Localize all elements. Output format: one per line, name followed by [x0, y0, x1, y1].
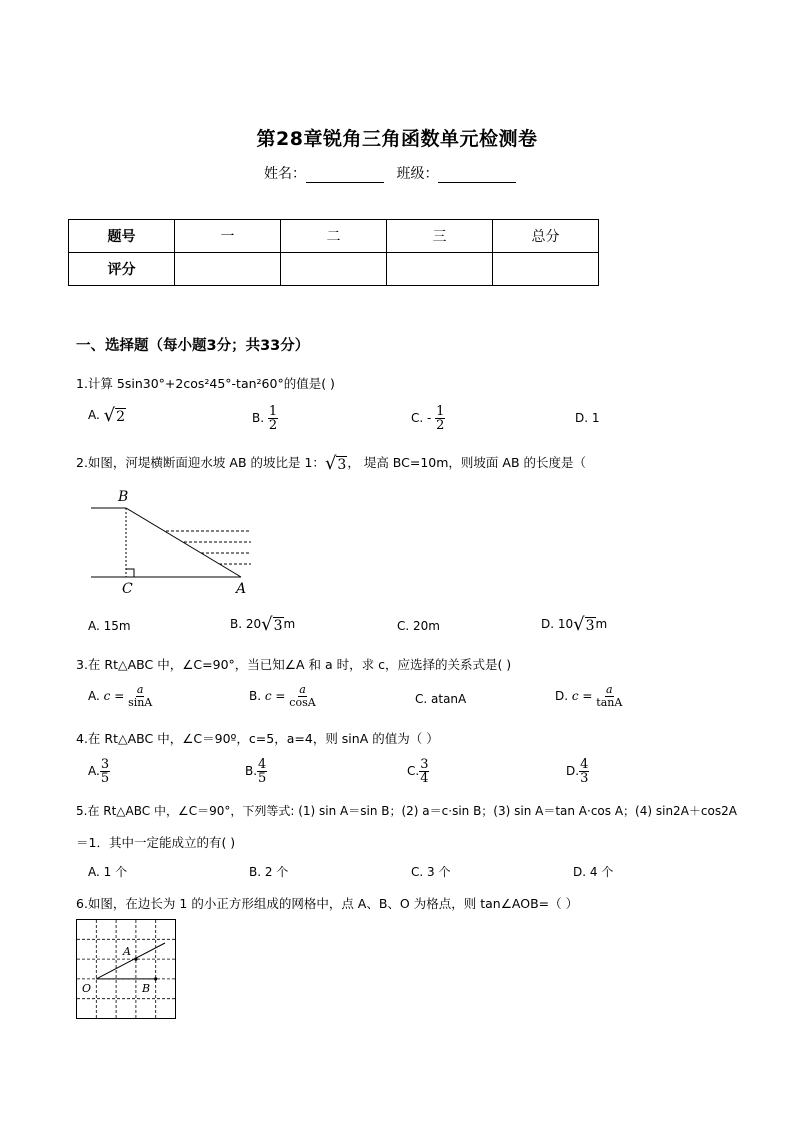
equals: = — [110, 689, 129, 703]
variable-c: c — [264, 689, 272, 703]
denominator: 3 — [580, 771, 589, 786]
denominator: 5 — [100, 771, 110, 786]
numerator: 4 — [258, 757, 267, 772]
option-label: B. — [245, 764, 258, 778]
fraction — [435, 405, 445, 432]
point-label-a: A — [236, 581, 247, 596]
option-label: C. — [407, 764, 420, 778]
numerator: 4 — [580, 757, 589, 772]
point-label-o: O — [82, 982, 92, 995]
embankment-figure — [86, 484, 256, 596]
table-row — [69, 220, 599, 253]
radicand: 3 — [273, 618, 283, 634]
grid-figure — [76, 919, 177, 1020]
option-label: D. — [566, 764, 580, 778]
point-label-b: B — [142, 982, 151, 995]
option-label: C. - — [411, 411, 432, 425]
unit: m — [283, 617, 296, 631]
sqrt: √3 — [261, 614, 283, 635]
variable-c: c — [571, 689, 579, 703]
fraction — [596, 684, 622, 709]
name-label: 姓名： — [264, 166, 306, 182]
question-5-line-1: 5.在 Rt△ABC 中，∠C＝90°，下列等式: (1) sin A＝sin B；(2) a＝c·sin B；(3) sin A＝tan A·cos A；(4) sin2A＋cos2A — [76, 804, 737, 818]
fraction — [289, 684, 315, 709]
denominator: 2 — [268, 418, 278, 433]
point-label-a: A — [123, 945, 131, 958]
name-class-bar — [264, 163, 524, 183]
score-input-cell[interactable] — [493, 253, 599, 286]
q4-option-c[interactable] — [407, 758, 429, 785]
class-label: 班级： — [396, 166, 439, 182]
option-label: A. — [88, 408, 100, 422]
score-input-cell[interactable] — [387, 253, 493, 286]
class-blank[interactable] — [438, 168, 516, 183]
numerator: 1 — [436, 404, 445, 419]
q3-option-b[interactable] — [249, 684, 316, 709]
q4-option-b[interactable] — [245, 758, 267, 785]
table-cell: 一 — [175, 220, 281, 253]
numerator: 3 — [420, 757, 429, 772]
fraction — [419, 758, 429, 785]
fraction — [579, 758, 589, 785]
fraction — [128, 684, 152, 709]
option-label: A. — [88, 689, 104, 703]
question-5-line-2: ＝1．其中一定能成立的有( ) — [76, 835, 236, 850]
denominator: 4 — [420, 771, 429, 786]
point-label-c: C — [122, 581, 133, 596]
question-text: 2.如图，河堤横断面迎水坡 AB 的坡比是 1： — [76, 455, 325, 470]
table-cell: 总分 — [493, 220, 599, 253]
option-label: A. — [88, 764, 100, 778]
page-title: 第28章锐角三角函数单元检测卷 — [256, 128, 538, 150]
question-6: 6.如图，在边长为 1 的小正方形组成的网格中，点 A、B、O 为格点，则 tan∠AOB=（ ） — [76, 896, 579, 911]
unit: m — [595, 617, 608, 631]
denominator: 2 — [436, 418, 445, 433]
question-1: 1.计算 5sin30°+2cos²45°-tan²60°的值是( ) — [76, 376, 335, 391]
fraction — [100, 758, 110, 785]
q4-option-d[interactable] — [566, 758, 589, 785]
option-label: B. — [249, 689, 265, 703]
sqrt: √3 — [324, 453, 347, 474]
numerator: 1 — [268, 404, 278, 419]
q1-option-a[interactable] — [88, 405, 126, 426]
option-label: B. — [252, 411, 265, 425]
equals: = — [271, 689, 290, 703]
variable-c: c — [103, 689, 111, 703]
denominator: sinA — [128, 696, 153, 709]
q5-option-d[interactable]: D. 4 个 — [573, 865, 614, 879]
question-2 — [76, 453, 586, 474]
q5-option-a[interactable]: A. 1 个 — [88, 865, 128, 879]
q5-option-b[interactable]: B. 2 个 — [249, 865, 289, 879]
score-input-cell[interactable] — [281, 253, 387, 286]
table-cell: 三 — [387, 220, 493, 253]
question-3: 3.在 Rt△ABC 中，∠C=90°，当已知∠A 和 a 时，求 c，应选择的关系式是( ) — [76, 657, 512, 672]
radicand: 3 — [585, 618, 595, 634]
q2-option-d[interactable] — [541, 614, 607, 635]
q2-option-b[interactable] — [230, 614, 295, 635]
radicand: 2 — [116, 409, 126, 425]
radicand: 3 — [337, 457, 347, 473]
table-cell: 评分 — [69, 253, 175, 286]
table-cell: 二 — [281, 220, 387, 253]
q3-option-d[interactable] — [555, 684, 622, 709]
q1-option-c[interactable] — [411, 405, 445, 432]
q5-option-c[interactable]: C. 3 个 — [411, 865, 451, 879]
option-label: B. 20 — [230, 617, 262, 631]
fraction — [268, 405, 278, 432]
score-input-cell[interactable] — [175, 253, 281, 286]
name-blank[interactable] — [306, 168, 384, 183]
sqrt: √2 — [103, 405, 126, 426]
q1-option-d[interactable]: D. 1 — [575, 411, 600, 425]
q3-option-a[interactable] — [88, 684, 152, 709]
q4-option-a[interactable] — [88, 758, 110, 785]
denominator: tanA — [596, 696, 623, 709]
option-label: D. — [555, 689, 572, 703]
q3-option-c[interactable]: C. atanA — [415, 692, 467, 706]
point-label-b: B — [118, 489, 129, 505]
q2-option-a[interactable]: A. 15m — [88, 619, 131, 633]
q1-option-b[interactable] — [252, 405, 278, 432]
numerator: a — [606, 683, 613, 696]
table-cell: 题号 — [69, 220, 175, 253]
numerator: 3 — [100, 757, 110, 772]
fraction — [257, 758, 267, 785]
table-row — [69, 253, 599, 286]
equals: = — [578, 689, 597, 703]
option-label: D. 10 — [541, 617, 574, 631]
denominator: 5 — [258, 771, 267, 786]
numerator: a — [299, 683, 306, 696]
numerator: a — [136, 683, 144, 696]
score-table — [68, 219, 599, 286]
section-heading: 一、选择题（每小题3分；共33分） — [76, 338, 310, 354]
denominator: cosA — [289, 696, 316, 709]
question-4: 4.在 Rt△ABC 中，∠C＝90º，c=5，a=4，则 sinA 的值为（ ） — [76, 731, 439, 746]
sqrt: √3 — [573, 614, 595, 635]
q2-option-c[interactable]: C. 20m — [397, 619, 440, 633]
question-text: ， 堤高 BC=10m，则坡面 AB 的长度是（ — [347, 455, 587, 470]
